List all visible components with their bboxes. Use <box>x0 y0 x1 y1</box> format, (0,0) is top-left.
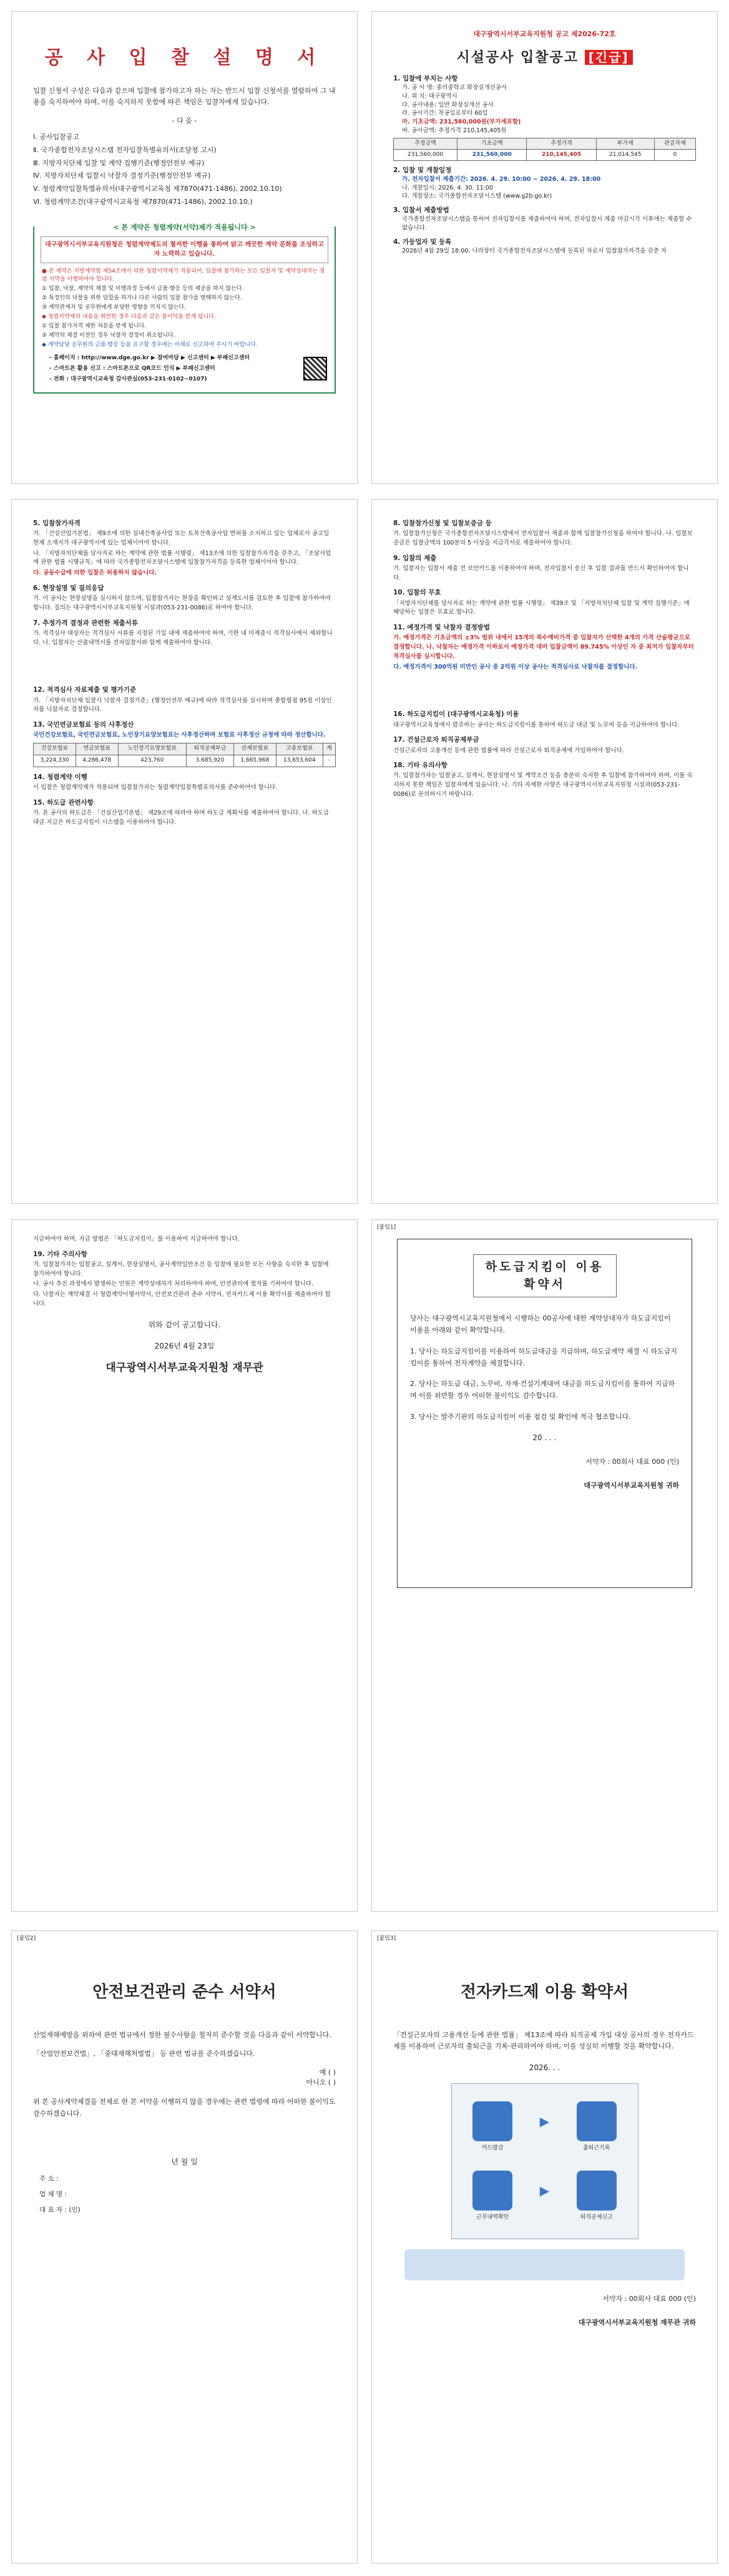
doc-number: 대구광역시서부교육지원청 공고 제2026-72호 <box>473 30 616 38</box>
notice-line: ③ 계약관계자 및 공무원에게 부당한 영향을 끼치지 않는다. <box>42 304 186 311</box>
section-heading: 19. 기타 주의사항 <box>33 1250 87 1258</box>
flow-label: 출퇴근기록 <box>582 2145 610 2152</box>
paragraph: 나. 공사 추진 과정에서 발생하는 민원은 계약상대자가 처리하여야 하며, 안전관리에 철저를 기하여야 합니다. <box>33 1281 314 1288</box>
notice-title-text: 시설공사 입찰공고 <box>456 49 579 65</box>
section-heading: 13. 국민연금보험료 등의 사후정산 <box>33 720 134 729</box>
section-heading: 9. 입찰의 제출 <box>393 554 437 562</box>
attachment-tag: [붙임3] <box>377 1935 396 1942</box>
integrity-notice <box>33 223 336 394</box>
intro-text: 산업재해예방을 위하여 관련 법규에서 정한 필수사항을 철저히 준수할 것을 다음과 같이 서약합니다. <box>33 2030 331 2039</box>
pledge-box <box>397 1239 692 1588</box>
contact-line: - 전화 : 대구광역시교육청 감사관실(053-231-0102~0107) <box>49 375 207 382</box>
table-header: 계 <box>323 743 335 755</box>
paragraph: 「지방자치단체를 당사자로 하는 계약에 관한 법률 시행령」 제39조 및 「지방자치단체 입찰 및 계약 집행기준」에 해당하는 입찰은 무효로 합니다. <box>393 599 690 616</box>
notice-line: ◆ 계약담당 공무원의 금품·향응 등을 요구할 경우에는 아래로 신고하여 주시기 바랍니다. <box>42 342 258 349</box>
detail-line: 다. 개찰장소: 국가종합전자조달시스템 (www.g2b.go.kr) <box>402 193 552 200</box>
section-heading: 17. 건설근로자 퇴직공제부금 <box>393 736 479 744</box>
section-heading: 1. 입찰에 부치는 사항 <box>393 74 458 82</box>
paragraph: 가. 「건설산업기본법」 제9조에 의한 실내건축공사업 또는 토목건축공사업 면허를 소지하고 있는 업체로서 공고일 현재 소재지가 대구광역시에 있는 업체이어야 합니다. <box>33 530 330 546</box>
section-heading: 15. 하도급 관련사항 <box>33 798 94 806</box>
table-header: 부가세 <box>596 138 654 149</box>
flow-label: 근무내역확인 <box>476 2214 509 2220</box>
section-heading: 2. 입찰 및 개찰일정 <box>393 166 452 174</box>
company-field[interactable]: 업 체 명 : <box>39 2190 67 2198</box>
table-cell: 0 <box>654 149 695 160</box>
document-list <box>33 131 336 209</box>
e-card-diagram <box>451 2083 638 2239</box>
pledge-title: 하도급지킴이 이용 확약서 <box>473 1254 617 1297</box>
page-1 <box>11 11 358 484</box>
check-icon <box>472 2171 512 2210</box>
flow-row <box>452 2153 638 2222</box>
table-cell: - <box>323 755 335 767</box>
document-title: 전자카드제 이용 확약서 <box>460 1983 629 2002</box>
paragraph: 가. 입찰참가신청은 국가종합전자조달시스템에서 전자입찰서 제출과 함께 입찰참가신청을 하여야 합니다. 나. 입찰보증금은 입찰금액의 100분의 5 이상을 지급각서로 제출하여야 합니다. <box>393 530 693 546</box>
paragraph: 가. 본 공사의 하도급은 「건설산업기본법」 제29조에 따라야 하며 하도급 계획서를 제출하여야 합니다. 나. 하도급 대금 지급은 하도급지킴이 시스템을 이용하여야 합니다. <box>33 810 330 826</box>
paragraph: 국민건강보험료, 국민연금보험료, 노인장기요양보험료는 사후정산하며 보험료 사후정산 규정에 따라 정산합니다. <box>33 732 326 739</box>
info-strip <box>404 2249 685 2280</box>
table-cell: 3,685,920 <box>186 755 233 767</box>
table-cell: 13,653,604 <box>276 755 323 767</box>
urgent-badge: [긴급] <box>585 50 633 65</box>
paragraph: 다. 예정가격이 300억원 미만인 공사 중 2억원 이상 공사는 적격심사로 낙찰자를 결정합니다. <box>393 663 638 671</box>
pledge-clause: 「산업안전보건법」, 「중대재해처벌법」 등 관련 법규를 준수하겠습니다. <box>33 2050 255 2058</box>
table-header: 노인장기요양보험료 <box>118 743 186 755</box>
center-label: - 다 음 - <box>172 116 197 125</box>
flow-label: 퇴직공제신고 <box>580 2214 613 2220</box>
no-option[interactable]: 아니오 ( ) <box>306 2078 336 2086</box>
intro-text: 「건설근로자의 고용개선 등에 관한 법률」 제13조에 따라 퇴직공제 가입 대상 공사의 경우 전자카드제를 이용하여 근로자의 출퇴근을 기록·관리하여야 하며, 이를 성실히 이행할 것을 확약합니다. <box>393 2030 694 2051</box>
paragraph: 가. 예정가격은 기초금액의 ±3% 범위 내에서 15개의 복수예비가격 중 입찰자가 선택한 4개의 가격 산술평균으로 결정합니다. 나. 낙찰자는 예정가격 이하로서 예정가격 대비 입찰금액이 89.745% 이상인 자 중 최저가 입찰자부터 적격심사를 실시합니다. <box>393 634 694 660</box>
signer-line: 서약자 : 00회사 대표 000 (인) <box>602 2295 696 2303</box>
contact-line: - 스마트폰 활용 신고 : 스마트폰으로 QR코드 인식 ▶ 부패신고센터 <box>49 365 215 372</box>
paragraph: 가. 입찰참가자는 입찰공고, 설계서, 현장설명서 및 계약조건 등을 충분히 숙지한 후 입찰에 참가하여야 하며, 이를 숙지하지 못한 책임은 입찰자에게 있습니다. 나. 기타 자세한 사항은 대구광역시서부교육지원청 시설과(053-231-0086)로 문의하시기 바랍니다. <box>393 772 693 798</box>
intro-text: 입찰 신청서 구성은 다음과 같으며 입찰에 참가하고자 하는 자는 반드시 입찰 신청서를 열람하여 그 내용을 숙지하여야 하며, 이를 숙지하지 못함에 따른 책임은 입찰자에게 있습니다. <box>33 86 336 107</box>
arrow-icon: ▶ <box>539 2182 550 2198</box>
paragraph: 지급하여야 하며, 지급 방법은 「하도급지킴이」를 이용하여 지급하여야 합니다. <box>33 1236 240 1242</box>
paragraph: 대구광역시교육청에서 발주하는 공사는 하도급지킴이를 통하여 하도급 대금 및 노무비 등을 지급하여야 합니다. <box>393 721 680 729</box>
table-header: 고용보험료 <box>276 743 323 755</box>
flow-step <box>577 2101 617 2152</box>
document-title: 안전보건관리 준수 서약서 <box>92 1983 276 2002</box>
section-heading: 4. 가등업자 및 등록 <box>393 238 452 246</box>
section-heading: 3. 입찰서 제출방법 <box>393 206 449 215</box>
detail-line: 라. 공사기간: 착공일로부터 60일 <box>402 110 488 117</box>
price-table <box>393 138 696 161</box>
detail-line: 다. 공사내용: 일반 화장실개선 공사 <box>402 101 494 109</box>
paragraph: 건설근로자의 고용개선 등에 관한 법률에 따라 건설근로자 퇴직공제에 가입하여야 합니다. <box>393 747 624 754</box>
table-header: 산재보험료 <box>233 743 276 755</box>
paragraph: 다. 낙찰자는 계약체결 시 청렴계약이행서약서, 안전보건관리 준수 서약서, 전자카드제 이용 확약서를 제출하여야 합니다. <box>33 1291 331 1307</box>
report-icon <box>577 2171 617 2210</box>
section-heading: 10. 입찰의 무효 <box>393 589 441 597</box>
flow-row <box>452 2084 638 2152</box>
detail-line: 가. 전자입찰서 제출기간: 2026. 4. 29. 10:00 ~ 2026. 4. 29. 18:00 <box>402 175 601 183</box>
clause-text: 위 본 공사계약체결을 전제로 한 본 서약을 이행하지 않을 경우에는 관련 법령에 따라 어떠한 불이익도 감수하겠습니다. <box>33 2097 336 2118</box>
table-cell: 231,560,000 <box>457 149 526 160</box>
pledge-date: 2026. . . <box>529 2063 560 2073</box>
paragraph: 가. 「지방자치단체 입찰시 낙찰자 결정기준」(행정안전부 예규)에 따라 적격심사를 실시하며 종합평점 95점 이상인 자를 낙찰자로 결정합니다. <box>33 697 332 714</box>
table-header: 기초금액 <box>457 138 526 149</box>
table-cell: 1,665,968 <box>233 755 276 767</box>
table-header: 연금보험료 <box>76 743 118 755</box>
table-cell: 423,760 <box>118 755 186 767</box>
attachment-tag: [붙임1] <box>377 1224 396 1231</box>
list-item: Ⅲ. 지방자치단체 입찰 및 계약 집행기준(행정안전부 예규) <box>33 158 205 167</box>
notice-line: ◆ 청렴서약제의 내용을 위반한 경우 다음과 같은 불이익을 받게 됩니다. <box>42 314 216 321</box>
section-heading: 11. 예정가격 및 낙찰자 결정방법 <box>393 624 490 632</box>
flow-step <box>472 2171 512 2222</box>
detail-line: 국가종합전자조달시스템을 통하여 전자입찰서를 제출하여야 하며, 전자입찰서 제출 마감시각 이후에는 제출할 수 없습니다. <box>402 216 692 232</box>
paragraph: 이 입찰은 청렴계약제가 적용되며 입찰참가자는 청렴계약입찰특별유의서를 준수하여야 합니다. <box>33 784 278 792</box>
section-heading: 8. 입찰참가신청 및 입찰보증금 등 <box>393 520 492 527</box>
page-title: 공 사 입 찰 설 명 서 <box>44 47 325 69</box>
paragraph: 가. 입찰참가자는 입찰공고, 설계서, 현장설명서, 공사계약일반조건 등 입찰에 필요한 모든 사항을 숙지한 후 입찰에 참가하여야 합니다. <box>33 1261 329 1277</box>
issuing-org: 대구광역시서부교육지원청 재무관 <box>105 1361 263 1374</box>
table-row <box>34 755 336 767</box>
paragraph: 가. 입찰자는 입찰서 제출 전 보안카드를 이용하여야 하며, 전자입찰서 송신 후 입찰 결과를 반드시 확인하여야 합니다. <box>393 564 689 581</box>
page-4 <box>371 499 718 1204</box>
page-2 <box>371 11 718 484</box>
qr-code-icon[interactable] <box>303 357 327 380</box>
page-3 <box>11 499 358 1204</box>
card-icon <box>472 2101 512 2141</box>
pledge-paragraph: 당사는 대구광역시교육지원청에서 시행하는 00공사에 대한 계약상대자가 하도급지킴이 이용을 아래와 같이 확약합니다. <box>410 1314 671 1335</box>
detail-line: 나. 개찰일시: 2026. 4. 30. 11:00 <box>402 184 493 191</box>
table-row <box>394 149 696 160</box>
yes-option[interactable]: 예 ( ) <box>319 2068 336 2077</box>
table-header: 추정금액 <box>394 138 457 149</box>
address-field[interactable]: 주 소 : <box>39 2174 59 2182</box>
notice-line: ② 계약의 체결 이전인 경우 낙찰자 결정이 취소됩니다. <box>42 332 175 339</box>
list-item: Ⅵ. 청렴계약조건(대구광역시교육청 제7870(471-1486), 2002.10.10.) <box>33 198 253 206</box>
section-heading: 5. 입찰참가자격 <box>33 520 81 527</box>
section-heading: 6. 현장설명 및 질의응답 <box>33 584 104 592</box>
page-5 <box>11 1219 358 1912</box>
detail-line: 마. 기초금액: 231,560,000원(부가세포함) <box>402 119 521 126</box>
table-header-row <box>34 743 336 755</box>
list-item: Ⅳ. 지방자치단체 입찰시 낙찰자 결정기준(행정안전부 예규) <box>33 172 211 180</box>
closing-text: 위와 같이 공고합니다. <box>148 1320 221 1329</box>
table-header: 관급자재 <box>654 138 695 149</box>
page-7 <box>11 1930 358 2564</box>
contact-list <box>42 353 303 385</box>
representative-field[interactable]: 대 표 자 : (인) <box>39 2206 81 2214</box>
detail-line: 바. 공사금액: 추정가격 210,145,405원 <box>402 127 507 134</box>
flow-label: 카드발급 <box>481 2145 504 2152</box>
addressee: 대구광역시서부교육지원청 재무관 귀하 <box>578 2318 696 2327</box>
table-cell: 21,014,545 <box>596 149 654 160</box>
detail-line: 2026년 4월 29일 18:00, 나라장터 국가종합전자조달시스템에 등록된 자로서 입찰참가자격을 갖춘 자 <box>402 248 667 255</box>
paragraph: 나. 「지방자치단체를 당사자로 하는 계약에 관한 법률 시행령」 제13조에 의한 입찰참가자격을 갖추고, 「조달사업에 관한 법률 시행규칙」에 따라 국가종합전자조달시스템에 입찰참가자격을 등록한 업체이어야 합니다. <box>33 550 331 566</box>
table-header-row <box>394 138 696 149</box>
table-header: 추정가격 <box>527 138 596 149</box>
table-header: 퇴직공제부금 <box>186 743 233 755</box>
attachment-tag: [붙임2] <box>17 1935 36 1942</box>
paragraph: 가. 이 공사는 현장설명을 실시하지 않으며, 입찰참가자는 현장을 확인하고 설계도서를 검토한 후 입찰에 참가하여야 합니다. 질의는 대구광역시서부교육지원청 시설과(053-231-0086)로 하여야 합니다. <box>33 595 331 611</box>
table-cell: 231,560,000 <box>394 149 457 160</box>
arrow-icon: ▶ <box>539 2114 550 2129</box>
notice-line: ① 입찰, 낙찰, 계약의 체결 및 이행과정 등에서 금품·향응 등의 제공을 하지 않는다. <box>42 286 244 293</box>
page-6 <box>371 1219 718 1912</box>
page-8 <box>371 1930 718 2564</box>
list-item: Ⅱ. 국가종합전자조달시스템 전자입찰특별유의서(조달청 고시) <box>33 145 217 154</box>
notice-title <box>393 48 696 68</box>
pledge-date: 20 . . . <box>532 1433 557 1442</box>
flow-step <box>472 2101 512 2152</box>
pledge-paragraph: 3. 당사는 발주기관의 하도급지킴이 이용 점검 및 확인에 적극 협조합니다. <box>410 1412 631 1421</box>
section-heading: 12. 적격심사 자료제출 및 평가기준 <box>33 686 137 694</box>
contact-line: - 홈페이지 : http://www.dge.go.kr ▶ 참여마당 ▶ 신고센터 ▶ 부패신고센터 <box>49 354 250 361</box>
table-cell: 3,224,330 <box>34 755 76 767</box>
list-item: Ⅰ. 공사입찰공고 <box>33 132 79 141</box>
section-heading: 7. 추정가격 결정과 관련한 제출서류 <box>33 619 138 627</box>
detail-line: 가. 공 사 명: 중리중학교 화장실개선공사 <box>402 84 507 92</box>
notice-line: ② 특정인의 낙찰을 위한 담합을 하거나 다른 사람의 입찰 참가를 방해하지 않는다. <box>42 295 242 302</box>
flow-step <box>577 2171 617 2222</box>
insurance-table <box>33 743 336 767</box>
contact-row <box>34 351 335 387</box>
table-cell: 4,286,478 <box>76 755 118 767</box>
table-header: 건강보험료 <box>34 743 76 755</box>
section-heading: 14. 청렴계약 이행 <box>33 773 87 781</box>
list-item: Ⅴ. 청렴계약입찰특별유의서(대구광역시교육청 제7870(471-1486), 2002.10.10) <box>33 185 282 193</box>
pledge-date: 년 월 일 <box>171 2157 198 2167</box>
section-heading: 16. 하도급지킴이 (대구광역시교육청) 이용 <box>393 710 519 719</box>
pledge-paragraph: 1. 당사는 하도급지킴이를 이용하여 하도급대금을 지급하며, 하도급계약 체결 시 하도급지킴이를 통하여 전자계약을 체결합니다. <box>410 1347 677 1367</box>
section-heading: 18. 기타 유의사항 <box>393 762 448 770</box>
table-cell: 210,145,405 <box>527 149 596 160</box>
addressee: 대구광역시서부교육지원청 귀하 <box>584 1481 679 1490</box>
signer-line: 서약자 : 00회사 대표 000 (인) <box>585 1458 679 1466</box>
pledge-paragraph: 2. 당사는 하도급 대금, 노무비, 자재·건설기계대여 대금을 하도급지킴이를 통하여 지급하며 이를 위반할 경우 어떠한 불이익도 감수합니다. <box>410 1380 675 1400</box>
paragraph: 가. 적격심사 대상자는 적격심사 서류를 지정된 기일 내에 제출하여야 하며, 기한 내 미제출시 적격심사에서 제외합니다. 나. 입찰자는 산출내역서를 전자입찰서와 함께 제출하여야 합니다. <box>33 629 333 646</box>
notice-date: 2026년 4월 23일 <box>154 1342 215 1351</box>
detail-line: 나. 위 치: 대구광역시 <box>402 92 457 100</box>
notice-box: 대구광역시서부교육지원청은 청렴계약제도의 철저한 이행을 통하여 맑고 깨끗한 계약 문화를 조성하고자 노력하고 있습니다. <box>41 236 328 263</box>
notice-header: < 본 계약은 청렴계약(서약)제가 적용됩니다 > <box>34 223 335 233</box>
paragraph: 다. 공동수급에 의한 입찰은 허용하지 않습니다. <box>33 569 157 577</box>
notice-line: ● 본 계약은 지방계약법 제54조에서 의한 청렴서약제가 적용되어, 입찰에 참가하는 모든 입찰자 및 계약상대자는 청렴 서약을 이행하여야 합니다. <box>42 268 325 283</box>
terminal-icon <box>577 2101 617 2141</box>
notice-line: ① 입찰 참가자격 제한 처분을 받게 됩니다. <box>42 323 147 330</box>
